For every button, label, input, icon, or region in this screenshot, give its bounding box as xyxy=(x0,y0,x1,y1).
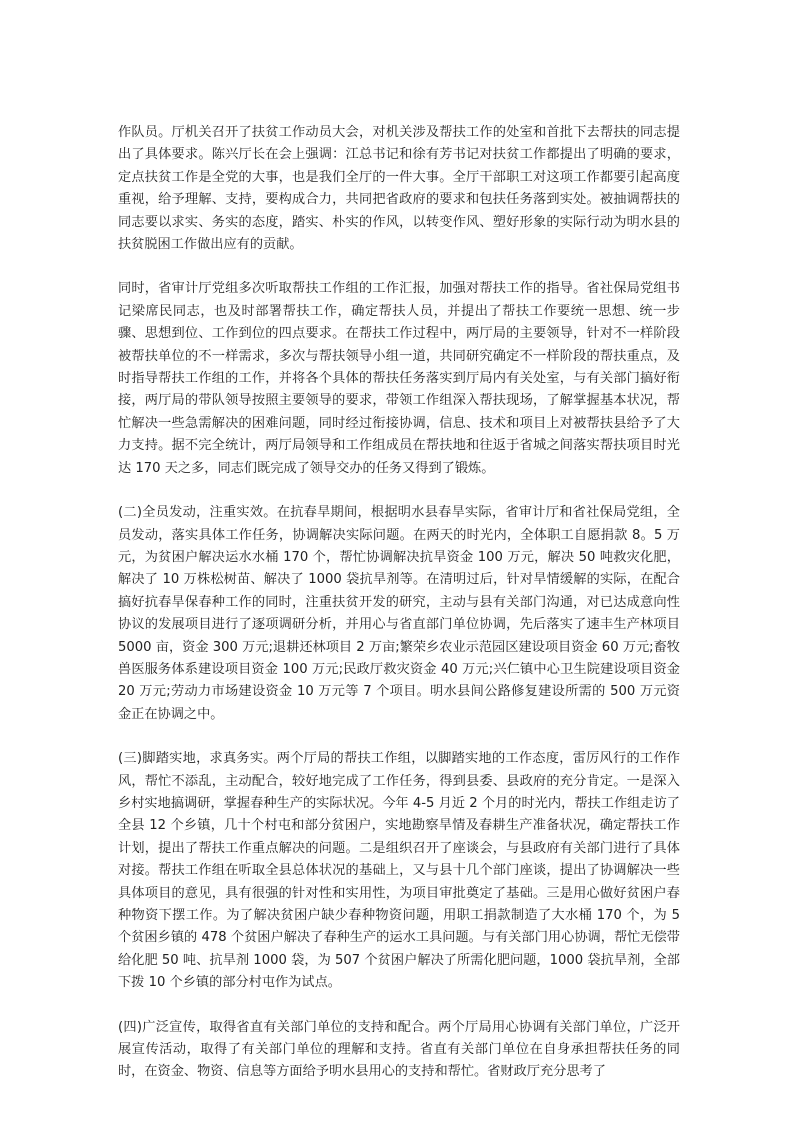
paragraph-mobilization-meeting: 作队员。厅机关召开了扶贫工作动员大会，对机关涉及帮扶工作的处室和首批下去帮扶的同志提出了具体要求。陈兴厅长在会上强调：江总书记和徐有芳书记对扶贫工作都提出了明确的要求，定点扶贫工作是全党的大事，也是我们全厅的一件大事。全厅干部职工对这项工作都要引起高度重视，给予理解、支持，要构成合力，共同把省政府的要求和包扶任务落到实处。被抽调帮扶的同志要以求实、务实的态度，踏实、朴实的作风，以转变作风、塑好形象的实际行动为明水县的扶贫脱困工作做出应有的贡献。 xyxy=(118,125,680,253)
paragraph-down-to-earth: (三)脚踏实地，求真务实。两个厅局的帮扶工作组，以脚踏实地的工作态度，雷厉风行的工作作风，帮忙不添乱，主动配合，较好地完成了工作任务，得到县委、县政府的充分肯定。一是深入乡村实地搞调研，掌握春种生产的实际状况。今年 4-5 月近 2 个月的时光内，帮扶工作组走访了全县 12 个乡镇，几十个村屯和部分贫困户，实地勘察旱情及春耕生产准备状况，确定帮扶工作计划，提出了帮扶工作重点解决的问题。二是组织召开了座谈会，与县政府有关部门进行了具体对接。帮扶工作组在听取全县总体状况的基础上，又与县十几个部门座谈，提出了协调解决一些具体项目的意见，具有很强的针对性和实用性，为项目审批奠定了基础。三是用心做好贫困户春种物资下摆工作。为了解决贫困户缺少春种物资问题，用职工捐款制造了大水桶 170 个，为 5 个贫困乡镇的 478 个贫困户解决了春种生产的运水工具问题。与有关部门用心协调，帮忙无偿带给化肥 50 吨、抗旱剂 1000 袋，为 507 个贫困户解决了所需化肥问题，1000 袋抗旱剂，全部下拨 10 个乡镇的部分村屯作为试点。 xyxy=(118,751,680,991)
document-body xyxy=(118,122,680,1106)
paragraph-full-mobilization: (二)全员发动，注重实效。在抗春旱期间，根据明水县春旱实际，省审计厅和省社保局党组，全员发动，落实具体工作任务，协调解决实际问题。在两天的时光内，全体职工自愿捐款 8。5 万元，为贫困户解决运水水桶 170 个，帮忙协调解决抗旱资金 100 万元，解决 50 吨救灾化肥，解决了 10 万株松树苗、解决了 1000 袋抗旱剂等。在清明过后，针对旱情缓解的实际，在配合搞好抗春旱保春种工作的同时，注重扶贫开发的研究，主动与县有关部门沟通，对已达成意向性协议的发展项目进行了逐项调研分析，并用心与省直部门单位协调，先后落实了速丰生产林项目 5000 亩，资金 300 万元;退耕还林项目 2 万亩;繁荣乡农业示范园区建设项目资金 60 万元;畜牧兽医服务体系建设项目资金 100 万元;民政厅救灾资金 40 万元;兴仁镇中心卫生院建设项目资金 20 万元;劳动力市场建设资金 10 万元等 7 个项目。明水县间公路修复建设所需的 500 万元资金正在协调之中。 xyxy=(118,505,680,722)
paragraph-leadership-guidance: 同时，省审计厅党组多次听取帮扶工作组的工作汇报，加强对帮扶工作的指导。省社保局党组书记梁席民同志，也及时部署帮扶工作，确定帮扶人员，并提出了帮扶工作要统一思想、统一步骤、思想到位、工作到位的四点要求。在帮扶工作过程中，两厅局的主要领导，针对不一样阶段被帮扶单位的不一样需求，多次与帮扶领导小组一道，共同研究确定不一样阶段的帮扶重点，及时指导帮扶工作组的工作，并将各个具体的帮扶任务落实到厅局内有关处室，与有关部门搞好衔接，两厅局的带队领导按照主要领导的要求，带领工作组深入帮扶现场，了解掌握基本状况，帮忙解决一些急需解决的困难问题，同时经过衔接协调，信息、技术和项目上对被帮扶县给予了大力支持。据不完全统计，两厅局领导和工作组成员在帮扶地和往返于省城之间落实帮扶项目时光达 170 天之多，同志们既完成了领导交办的任务又得到了锻炼。 xyxy=(118,281,680,476)
paragraph-publicity-support: (四)广泛宣传，取得省直有关部门单位的支持和配合。两个厅局用心协调有关部门单位，广泛开展宣传活动，取得了有关部门单位的理解和支持。省直有关部门单位在自身承担帮扶任务的同时，在资金、物资、信息等方面给予明水县用心的支持和帮忙。省财政厅充分思考了 xyxy=(118,1019,680,1080)
